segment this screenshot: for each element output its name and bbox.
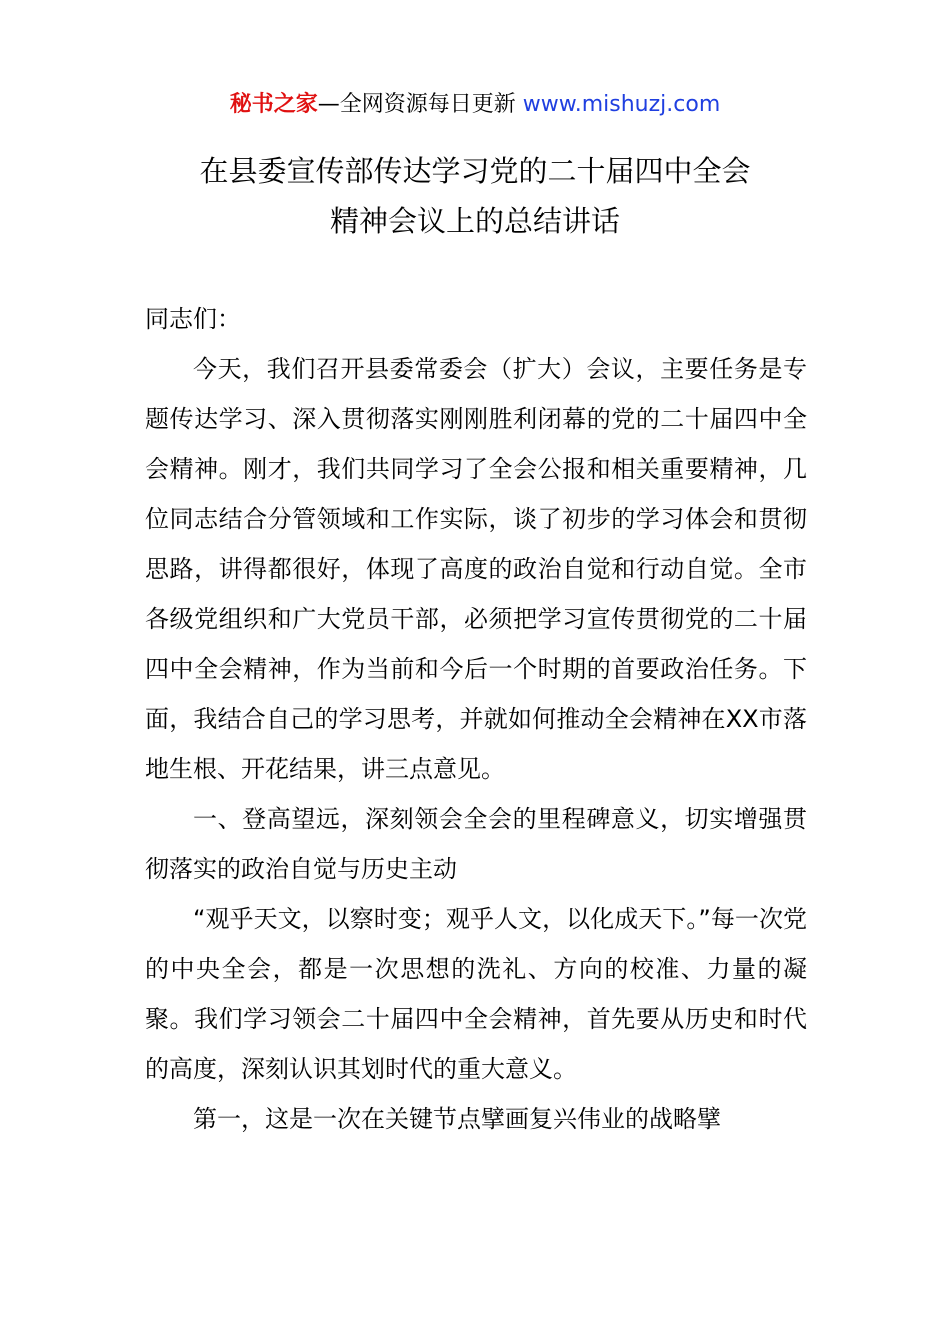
header-tagline: —全网资源每日更新 — [317, 92, 523, 117]
title-line-1: 在县委宣传部传达学习党的二十届四中全会 — [199, 154, 751, 188]
document-body — [145, 294, 807, 1144]
salutation: 同志们： — [145, 305, 241, 333]
paragraph-quote: “观乎天文，以察时变；观乎人文，以化成天下。”每一次党的中央全会，都是一次思想的洗礼、方向的校准、力量的凝聚。我们学习领会二十届四中全会精神，首先要从历史和时代的高度，深刻认识其划时代的重大意义。 — [145, 905, 807, 1083]
title-line-2: 精神会议上的总结讲话 — [329, 204, 620, 238]
paragraph-point-1: 第一，这是一次在关键节点擘画复兴伟业的战略擘 — [193, 1105, 721, 1133]
site-url-link[interactable]: www.mishuzj.com — [522, 92, 721, 117]
section-heading-1: 一、登高望远，深刻领会全会的里程碑意义，切实增强贯彻落实的政治自觉与历史主动 — [145, 805, 807, 883]
site-header — [0, 90, 950, 120]
brand-name: 秘书之家 — [229, 92, 318, 117]
document-title — [0, 146, 950, 246]
paragraph-intro: 今天，我们召开县委常委会（扩大）会议，主要任务是专题传达学习、深入贯彻落实刚刚胜利闭幕的党的二十届四中全会精神。刚才，我们共同学习了全会公报和相关重要精神，几位同志结合分管领域和工作实际，谈了初步的学习体会和贯彻思路，讲得都很好，体现了高度的政治自觉和行动自觉。全市各级党组织和广大党员干部，必须把学习宣传贯彻党的二十届四中全会精神，作为当前和今后一个时期的首要政治任务。下面，我结合自己的学习思考，并就如何推动全会精神在XX市落地生根、开花结果，讲三点意见。 — [145, 355, 807, 783]
